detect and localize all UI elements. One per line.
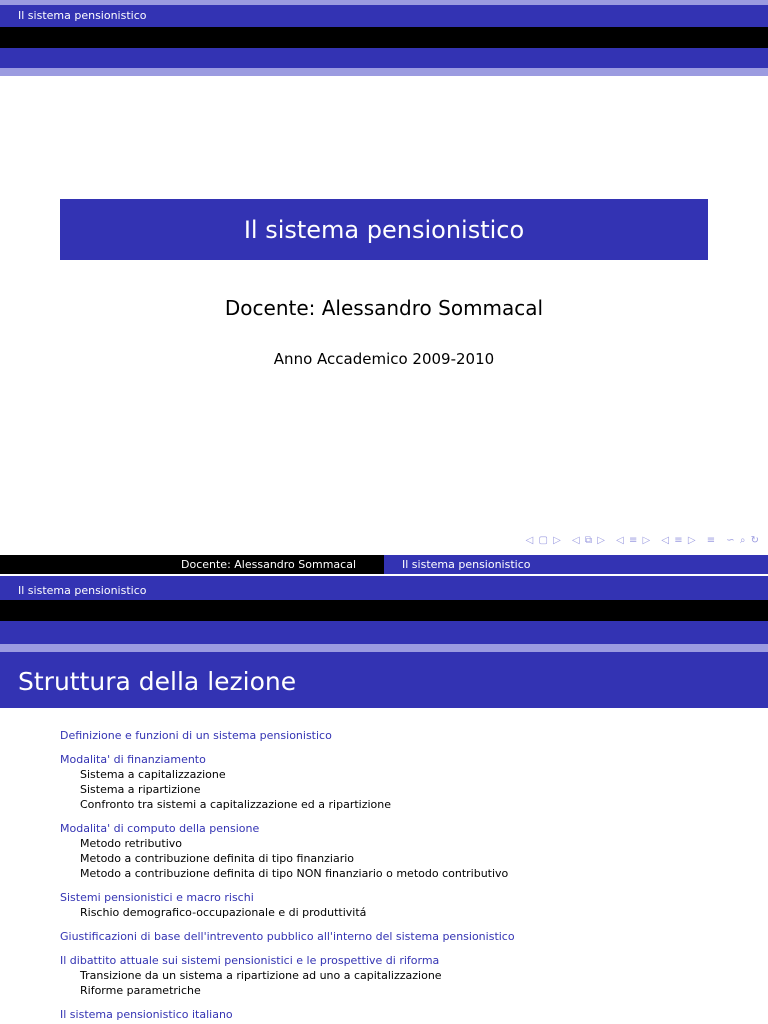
header-title: Il sistema pensionistico: [18, 584, 147, 597]
header-black-band: [0, 27, 768, 48]
toc-subsection-link[interactable]: Riforme parametriche: [80, 984, 201, 997]
toc-subsection-link[interactable]: Transizione da un sistema a ripartizione ad uno a capitalizzazione: [80, 969, 442, 982]
toc-section-link[interactable]: Modalita' di computo della pensione: [60, 822, 260, 835]
header-blue-band: [0, 621, 768, 644]
header-bottom-stripe: [0, 644, 768, 652]
toc-section: [60, 953, 760, 998]
presentation-title-box: [60, 199, 708, 260]
toc-section-link[interactable]: Modalita' di finanziamento: [60, 753, 206, 766]
header-title: Il sistema pensionistico: [18, 9, 147, 22]
toc-section-link[interactable]: Sistemi pensionistici e macro rischi: [60, 891, 254, 904]
toc-subsection-link[interactable]: Metodo retributivo: [80, 837, 183, 850]
toc-subsection-link[interactable]: Sistema a capitalizzazione: [80, 768, 226, 781]
nav-toc-icon[interactable]: ≡: [706, 535, 717, 546]
nav-frame-icon[interactable]: ◁ ▢ ▷: [525, 535, 562, 546]
nav-document-icon[interactable]: ◁ ≡ ▷: [661, 535, 697, 546]
toc-section: [60, 728, 760, 743]
header-black-band: [0, 600, 768, 621]
header-bar: [0, 576, 768, 600]
author: Docente: Alessandro Sommacal: [224, 296, 544, 320]
footer-author: Docente: Alessandro Sommacal: [181, 558, 357, 571]
presentation-title: Il sistema pensionistico: [243, 215, 525, 244]
footer-title-box: [384, 555, 768, 574]
nav-section-icon[interactable]: ◁ ≡ ▷: [616, 535, 652, 546]
nav-subsection-icon[interactable]: ◁ ⧉ ▷: [572, 535, 606, 546]
toc-subsection-link[interactable]: Confronto tra sistemi a capitalizzazione ed a ripartizione: [80, 798, 392, 811]
toc-section: [60, 890, 760, 920]
footer-author-box: [0, 555, 384, 574]
navigation-symbols[interactable]: [520, 535, 760, 546]
toc-section: [60, 1007, 760, 1022]
footer-title: Il sistema pensionistico: [402, 558, 531, 571]
frame-title-bar: [0, 652, 768, 708]
toc-section-link[interactable]: Definizione e funzioni di un sistema pensionistico: [60, 729, 332, 742]
header-blue-band: [0, 48, 768, 68]
toc-subsection-link[interactable]: Metodo a contribuzione definita di tipo finanziario: [80, 852, 355, 865]
header-bar: [0, 5, 768, 27]
toc-section-link[interactable]: Giustificazioni di base dell'intrevento pubblico all'interno del sistema pensionistico: [60, 930, 515, 943]
footer: [0, 555, 768, 574]
toc-subsection-link[interactable]: Sistema a ripartizione: [80, 783, 201, 796]
toc-subsection-link[interactable]: Rischio demografico-occupazionale e di produttivitá: [80, 906, 367, 919]
table-of-contents: [60, 728, 760, 1024]
toc-section-link[interactable]: Il dibattito attuale sui sistemi pensionistici e le prospettive di riforma: [60, 954, 440, 967]
toc-subsection-link[interactable]: Metodo a contribuzione definita di tipo NON finanziario o metodo contributivo: [80, 867, 509, 880]
nav-search-icon[interactable]: ∽ ⌕ ↻: [726, 535, 760, 546]
frame-title: Struttura della lezione: [18, 667, 297, 696]
outline-slide: [0, 576, 768, 1024]
toc-section: [60, 752, 760, 812]
academic-year: Anno Accademico 2009-2010: [273, 350, 495, 368]
header-bottom-stripe: [0, 68, 768, 76]
toc-section: [60, 929, 760, 944]
toc-section: [60, 821, 760, 881]
toc-section-link[interactable]: Il sistema pensionistico italiano: [60, 1008, 233, 1021]
